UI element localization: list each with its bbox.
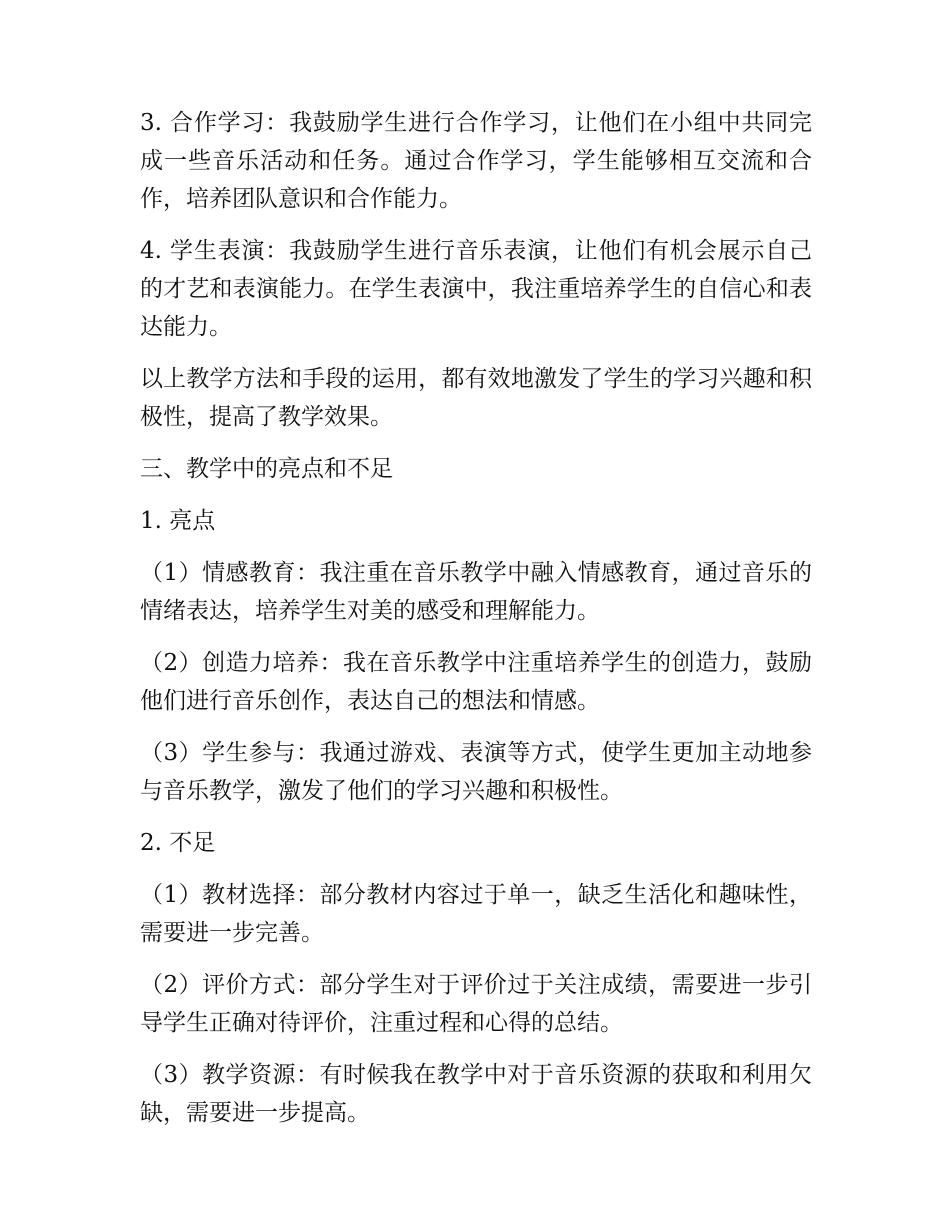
paragraph-textbook-selection: （1）教材选择：部分教材内容过于单一，缺乏生活化和趣味性，需要进一步完善。 — [140, 882, 812, 946]
paragraph-methods-summary: 以上教学方法和手段的运用，都有效地激发了学生的学习兴趣和积极性，提高了教学效果。 — [140, 366, 812, 430]
paragraph-cooperative-learning: 3. 合作学习：我鼓励学生进行合作学习，让他们在小组中共同完成一些音乐活动和任务。通过合作学习，学生能够相互交流和合作，培养团队意识和合作能力。 — [140, 110, 812, 212]
paragraph-teaching-resources: （3）教学资源：有时候我在教学中对于音乐资源的获取和利用欠缺，需要进一步提高。 — [140, 1062, 812, 1126]
subheading-highlights: 1. 亮点 — [140, 508, 216, 534]
document-body — [140, 104, 812, 1146]
paragraph-creativity: （2）创造力培养：我在音乐教学中注重培养学生的创造力，鼓励他们进行音乐创作，表达自己的想法和情感。 — [140, 650, 812, 714]
paragraph-student-participation: （3）学生参与：我通过游戏、表演等方式，使学生更加主动地参与音乐教学，激发了他们的学习兴趣和积极性。 — [140, 740, 812, 804]
section-heading-highlights-shortcomings: 三、教学中的亮点和不足 — [140, 456, 393, 482]
paragraph-emotional-education: （1）情感教育：我注重在音乐教学中融入情感教育，通过音乐的情绪表达，培养学生对美的感受和理解能力。 — [140, 560, 812, 624]
paragraph-evaluation-method: （2）评价方式：部分学生对于评价过于关注成绩，需要进一步引导学生正确对待评价，注重过程和心得的总结。 — [140, 972, 812, 1036]
paragraph-student-performance: 4. 学生表演：我鼓励学生进行音乐表演，让他们有机会展示自己的才艺和表演能力。在学生表演中，我注重培养学生的自信心和表达能力。 — [140, 238, 812, 340]
subheading-shortcomings: 2. 不足 — [140, 830, 216, 856]
